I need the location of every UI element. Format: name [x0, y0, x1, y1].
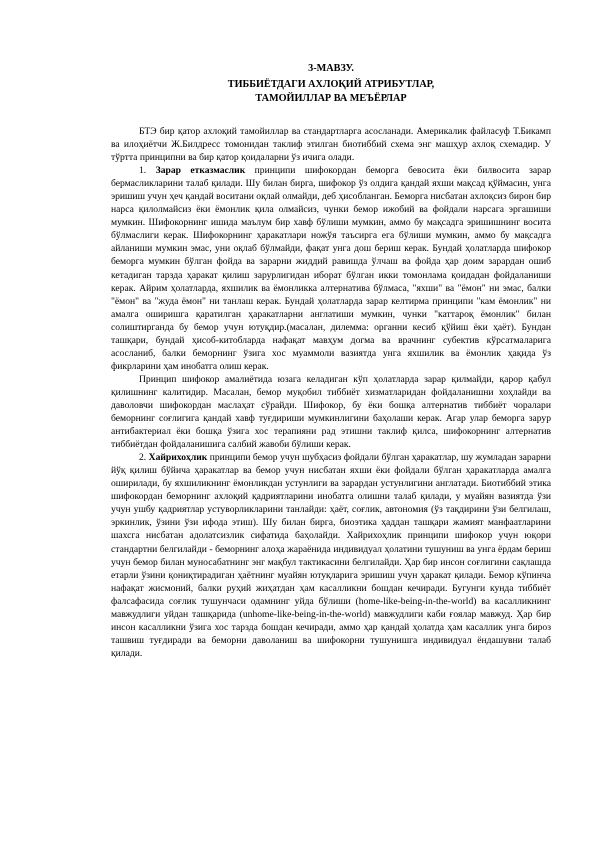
- non-maleficence-term: Зарар етказмаслик: [155, 165, 246, 177]
- principle-application-paragraph: Принцип шифокор амалиётида юзага келадиган кўп ҳолатларда зарар қилмайди, қарор қабул қилишнинг калитидир. Масалан, бемор муқобил тиббиёт хизматларидан фойдаланишни хоҳлайди ва даволовчи шифокордан маслаҳат сўрайди. Шифокор, бу ёки бошқа алтернатив тиббиёт чоралари беморнинг соғлигига қандай хавф туғдириши мумкинлигини баҳолаши керак. Агар улар беморга зарур антибактериал ёки бошқа ўзига хос терапияни рад этишни таклиф қилса, шифокорнинг алтернатив тиббиётдан фойдаланишига салбий жавоби бўлиши керак.: [111, 373, 551, 451]
- title-line-2: ТАМОЙИЛЛАР ВА МЕЪЁРЛАР: [255, 93, 407, 104]
- item-number-1: 1.: [139, 165, 156, 177]
- item-number-2: 2.: [139, 452, 149, 464]
- beneficence-term: Хайрихоҳлик: [148, 452, 208, 464]
- beneficence-paragraph: [111, 451, 551, 660]
- document-page: [111, 62, 551, 660]
- intro-paragraph: БТЭ бир қатор ахлоқий тамойиллар ва стандартларга асосланади. Америкалик файласуф Т.Бикамп ва илоҳиётчи Ж.Билдресс томонидан таклиф этилган биотиббий схема энг машҳур ахлоқ схемадир. У тўртта принципни ва бир қатор қоидаларни ўз ичига олади.: [111, 126, 551, 164]
- title-line-1: ТИББИЁТДАГИ АХЛОҚИЙ АТРИБУТЛАР,: [227, 79, 435, 90]
- non-maleficence-paragraph: [111, 164, 551, 373]
- beneficence-text: принципи бемор учун шубҳасиз фойдали бўлган ҳаракатлар, шу жумладан зарарни йўқ қилиш бўйича ҳаракатлар ва бемор учун нисбатан яхши ёки фойдали бўлган ҳаракатларда амалга оширилади, бу яхшиликнинг ёмонликдан устунлиги ва зарардан устунлигини англатади. Биотиббий этика шифокордан беморнинг ахлоқий қадриятларини инобатга олишни талаб қилади, у муайян вазиятда ўзи учун ушбу қадриятлар устуворликларини танлайди: ҳаёт, соғлик, автономия (ўз тақдирини ўзи белгилаш, эркинлик, ўзини ўзи ифода этиш). Шу билан бирга, биоэтика ҳаддан ташқари жамият манфаатларини шахсга нисбатан адолатсизлик сифатида баҳолайди. Хайрихоҳлик принципи шифокор учун юқори стандартни белгилайди - беморнинг алоҳа жараёнида индивидуал ҳолатини тушуниш ва унга ёрдам бериш учун бемор билан муносабатнинг энг мақбул тактикасини белгилайди. Ҳар бир инсон соғлигини сақлашда етарли ўзини қониқтирадиган ҳаётнинг муайян ютуқларига эришиш учун ҳаракат қилади. Бемор кўпинча нафақат жисмоний, балки руҳий жиҳатдан ҳам касалликни бошдан кечиради. Бугунги кунда тиббиёт фалсафасида соғлик тушунчаси одамнинг уйда бўлиши (home-like-being-in-the-world) ва касалликнинг мавжудлиги уйдан ташқарида (unhome-like-being-in-the-world) мавжудлиги каби ғоялар мавжуд. Ҳар бир инсон касалликни ўзига хос тарзда бошдан кечиради, аммо ҳар қандай ҳолатда ҳам касаллик унга бироз ташвиш туғдиради ва беморни даволаниш ва шифокорни тушунишга индивидуал ёндашувни талаб қилади.: [111, 452, 552, 659]
- topic-heading: 3-МАВЗУ.: [308, 63, 354, 74]
- non-maleficence-text: принципи шифокордан беморга бевосита ёки билвосита зарар бермасликларини талаб қилади. Шу билан бирга, шифокор ўз олдига қандай яхши мақсад қўймасин, унга эришиш учун ҳеч қандай воситани оқлай олмайди, деб ҳисобланган. Беморга нисбатан ахлоқсиз бирон бир нарса қилолмайсиз ёки ёмонлик қила олмайсиз, чунки бемор ижобий ва фойдали нарсага эргашиши мумкин. Шифокорнинг ишида маълум бир хавф бўлиши мумкин, аммо бу мақсадга эришишнинг восита бўлмаслиги керак. Шифокорнинг ҳаракатлари ножўя таъсирга ега бўлиши мумкин, аммо бу мақсадга айланиши мумкин эмас, уни оқлаб бўлмайди, фақат унга дош бериш керак. Бундай ҳолатларда шифокор беморга мумкин бўлган фойда ва зарарни жиддий равишда ўлчаш ва фойда ҳар доим зарардан ошиб кетадиган тарзда ҳаракат қилиш зарурлигидан иборат бўлган икки томонлама қоидадан фойдаланиши керак. Айрим ҳолатларда, яхшилик ва ёмонликка алтернатива бўлмаса, "яхши" ва "ёмон" ни эмас, балки "ёмон" ва "жуда ёмон" ни танлаш керак. Бундай ҳолатларда зарар келтирма принципи "кам ёмонлик" ни амалга оширишга қаратилган ҳаракатларни англатиши мумкин, чунки "каттароқ ёмонлик" билан солиштирганда бу бемор учун ютуқдир.(масалан, дилемма: органни кесиб қўйиш ёки ҳаёт). Бундан ташқари, бундай ҳисоб-китобларда нафақат мавҳум догма ва врачнинг субектив кўрсатмаларига асосланиб, балки беморнинг ўзига хос муаммоли вазиятда унга яхшилик ва ёмонлик ҳақида ўз фикрларини ҳам инобатга олиш керак.: [111, 165, 551, 372]
